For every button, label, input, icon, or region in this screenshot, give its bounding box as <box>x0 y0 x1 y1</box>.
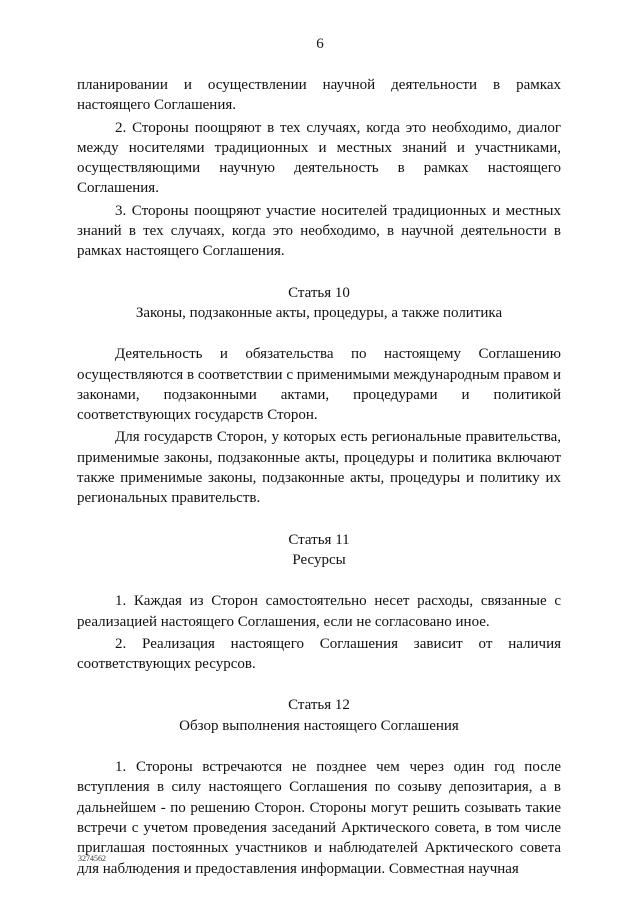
article-number: Статья 12 <box>288 697 350 714</box>
paragraph: 1. Каждая из Сторон самостоятельно несет расходы, связанные с реализацией настоящего Соглашения, если не согласовано иное. <box>77 593 561 630</box>
section-spacer <box>77 736 561 757</box>
section-spacer <box>77 262 561 283</box>
paragraph: 1. Стороны встречаются не позднее чем через один год после вступления в силу настоящего Соглашения по созыву депозитария, а в дальнейшем - по решению Сторон. Стороны могут решить созывать такие встречи с учетом проведения заседаний Арктического совета, в том числе приглашая постоянных участников и наблюдателей Арктического совета для наблюдения и предоставления информации. Совместная научная <box>77 759 561 877</box>
article-number: Статья 10 <box>288 284 350 301</box>
section-spacer <box>77 323 561 344</box>
document-body <box>77 75 561 879</box>
paragraph: Для государств Сторон, у которых есть региональные правительства, применимые законы, подзаконные акты, процедуры и политика включают также применимые законы, подзаконные акты, процедуры и политику их региональных правительств. <box>77 429 561 507</box>
paragraph: планировании и осуществлении научной деятельности в рамках настоящего Соглашения. <box>77 77 561 114</box>
section-spacer <box>77 570 561 591</box>
section-spacer <box>77 674 561 695</box>
paragraph: 2. Стороны поощряют в тех случаях, когда это необходимо, диалог между носителями традиционных и местных знаний и участниками, осуществляющими научную деятельность в рамках настоящего Соглашения. <box>77 119 561 197</box>
section-spacer <box>77 509 561 530</box>
paragraph: 2. Реализация настоящего Соглашения зависит от наличия соответствующих ресурсов. <box>77 635 561 673</box>
article-title: Ресурсы <box>292 551 346 568</box>
article-title: Обзор выполнения настоящего Соглашения <box>179 717 459 734</box>
article-title: Законы, подзаконные акты, процедуры, а также политика <box>135 304 503 321</box>
paragraph: 3. Стороны поощряют участие носителей традиционных и местных знаний в тех случаях, когда это необходимо, в научной деятельности в рамках настоящего Соглашения. <box>77 202 561 260</box>
page-number: 6 <box>316 36 324 52</box>
paragraph: Деятельность и обязательства по настоящему Соглашению осуществляются в соответствии с применимыми международным правом и законами, подзаконными актами, процедурами и политикой соответствующих государств Сторон. <box>77 346 561 424</box>
document-code: 3274562 <box>78 854 106 863</box>
article-number: Статья 11 <box>288 531 350 548</box>
